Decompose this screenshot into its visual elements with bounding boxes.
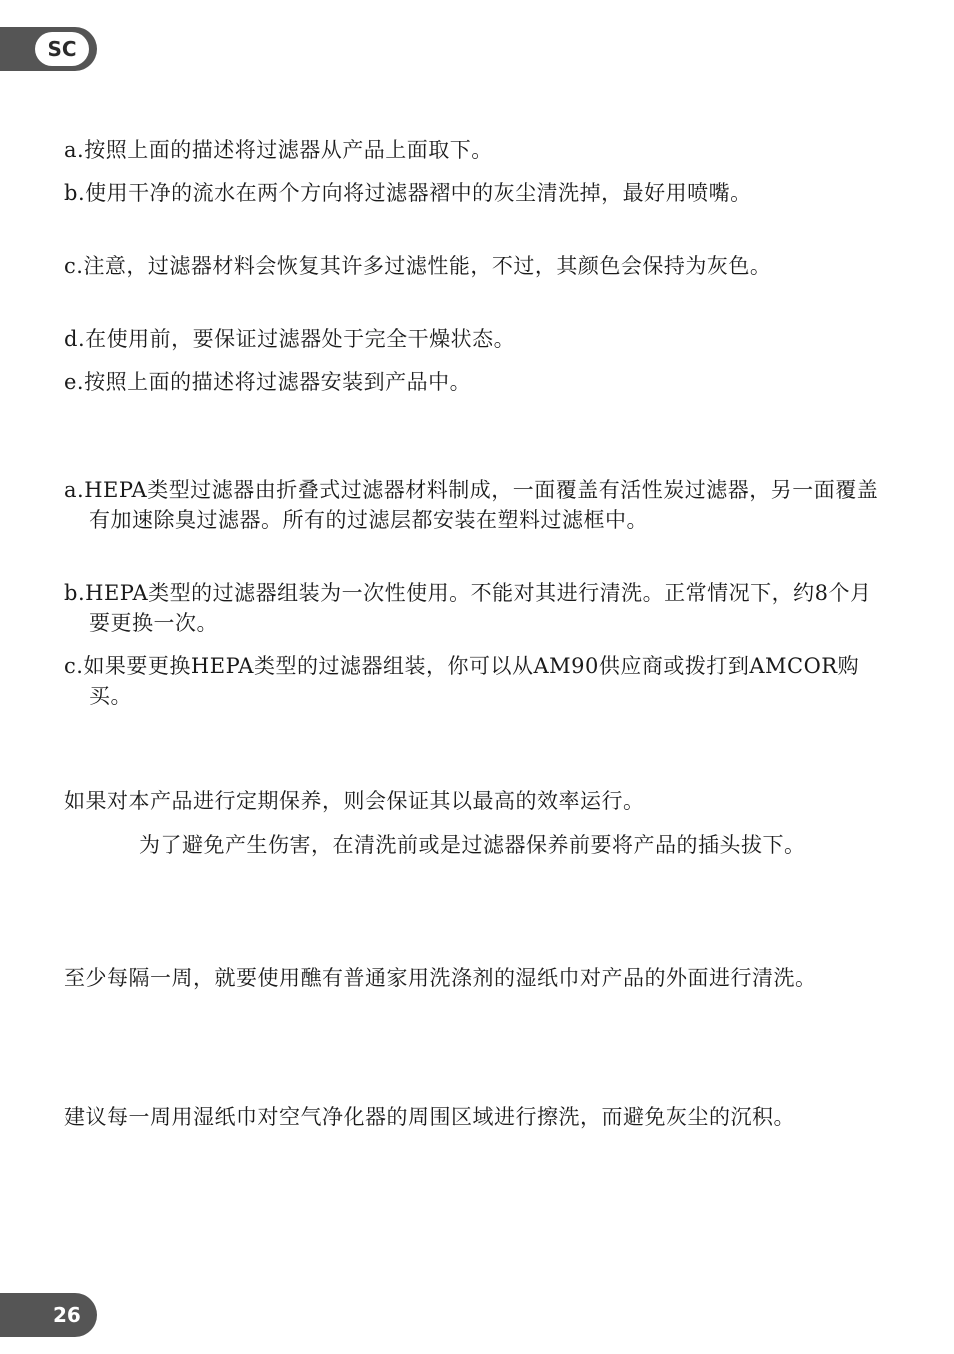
maintenance-warning: 为了避免产生伤害，在清洗前或是过滤器保养前要将产品的插头拔下。 bbox=[139, 833, 806, 857]
language-tab bbox=[0, 27, 97, 71]
item-label: b. bbox=[64, 581, 86, 605]
item-text: HEPA类型的过滤器组装为一次性使用。不能对其进行清洗。正常情况下，约8个月要更换一次。 bbox=[85, 581, 872, 635]
page-number: 26 bbox=[53, 1303, 81, 1327]
item-text: 使用干净的流水在两个方向将过滤器褶中的灰尘清洗掉，最好用喷嘴。 bbox=[85, 181, 752, 205]
list-item bbox=[64, 475, 879, 535]
list-item bbox=[64, 651, 879, 711]
maintenance-intro: 如果对本产品进行定期保养，则会保证其以最高的效率运行。 bbox=[64, 789, 645, 813]
list-item bbox=[64, 251, 879, 281]
language-badge: SC bbox=[35, 32, 89, 66]
item-label: c. bbox=[64, 254, 84, 278]
item-text: 如果要更换HEPA类型的过滤器组装，你可以从AM90供应商或拨打到AMCOR购买。 bbox=[83, 654, 860, 708]
item-label: c. bbox=[64, 654, 84, 678]
page-number-tab bbox=[0, 1293, 97, 1337]
item-label: b. bbox=[64, 181, 86, 205]
item-text: 按照上面的描述将过滤器安装到产品中。 bbox=[84, 370, 472, 394]
item-label: e. bbox=[64, 370, 85, 394]
list-item bbox=[64, 367, 879, 397]
item-text: 注意，过滤器材料会恢复其许多过滤性能，不过，其颜色会保持为灰色。 bbox=[83, 254, 772, 278]
surroundings-cleaning-text: 建议每一周用湿纸巾对空气净化器的周围区域进行擦洗，而避免灰尘的沉积。 bbox=[64, 1105, 795, 1129]
exterior-cleaning-text: 至少每隔一周，就要使用醮有普通家用洗涤剂的湿纸巾对产品的外面进行清洗。 bbox=[64, 966, 817, 990]
item-label: d. bbox=[64, 327, 86, 351]
item-text: HEPA类型过滤器由折叠式过滤器材料制成，一面覆盖有活性炭过滤器，另一面覆盖有加速除臭过滤器。所有的过滤层都安装在塑料过滤框中。 bbox=[84, 478, 879, 532]
list-item bbox=[64, 578, 879, 638]
list-item bbox=[64, 135, 879, 165]
item-text: 在使用前，要保证过滤器处于完全干燥状态。 bbox=[85, 327, 516, 351]
item-label: a. bbox=[64, 138, 85, 162]
item-text: 按照上面的描述将过滤器从产品上面取下。 bbox=[84, 138, 493, 162]
list-item bbox=[64, 324, 879, 354]
item-label: a. bbox=[64, 478, 85, 502]
list-item bbox=[64, 178, 879, 208]
